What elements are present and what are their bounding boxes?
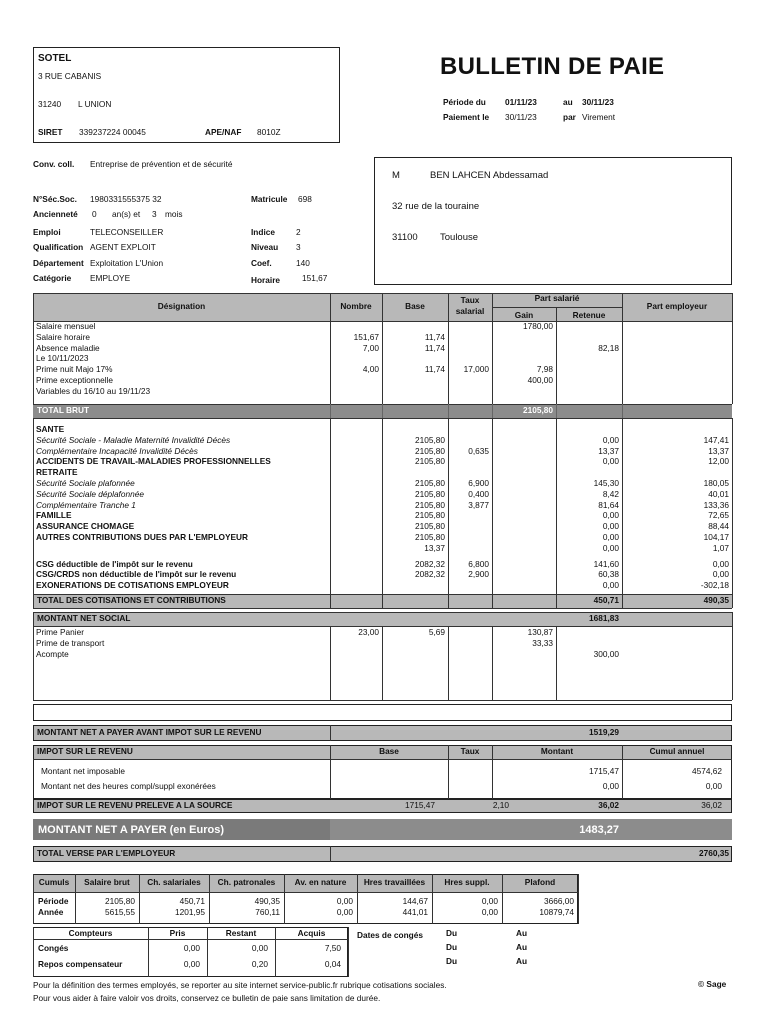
cumuls-cell: 450,71 (179, 896, 205, 906)
spacer-box (33, 704, 732, 721)
other-retenue: 300,00 (593, 648, 619, 659)
conv-label: Conv. coll. (33, 159, 75, 169)
salary-gain: 1780,00 (523, 321, 553, 331)
cotisation-retenue: 81,64 (598, 499, 619, 510)
payment-date: 30/11/23 (505, 112, 537, 122)
cotisation-base: 13,37 (424, 542, 445, 553)
cotisation-employeur: 72,65 (708, 510, 729, 521)
salary-designation: Le 10/11/2023 (36, 353, 89, 364)
total-verse-label: TOTAL VERSE PAR L'EMPLOYEUR (37, 848, 176, 858)
total-brut-gain: 2105,80 (523, 405, 553, 415)
impot-header-base: Base (379, 746, 399, 756)
column-rule (732, 418, 733, 594)
cotisation-employeur: 0,00 (712, 558, 729, 569)
column-rule (556, 594, 557, 608)
cotisation-employeur: 13,37 (708, 445, 729, 456)
cotisation-designation: Sécurité Sociale déplafonnée (36, 488, 144, 499)
niveau-value: 3 (296, 242, 301, 252)
impot-row1-label: Montant net imposable (41, 766, 125, 776)
footer-line-1: Pour la définition des termes employés, se reporter au site internet service-public.fr rubrique cotisations sociales. (33, 980, 447, 990)
header-retenue: Retenue (572, 310, 606, 320)
secu-label: N°Séc.Soc. (33, 194, 77, 204)
cotisation-employeur: 1,07 (712, 542, 729, 553)
impot-row1-montant: 1715,47 (589, 766, 619, 776)
column-rule (448, 418, 449, 594)
cotisation-designation: CSG déductible de l'impôt sur le revenu (36, 558, 193, 569)
anciennete-unit1: an(s) et (112, 209, 141, 219)
period-label: Période du (443, 97, 486, 107)
compteurs-row-label: Repos compensateur (38, 959, 123, 969)
cumuls-cell: 1201,95 (175, 907, 205, 917)
rule-line (33, 612, 732, 613)
impot-row1-cumul: 4574,62 (692, 766, 722, 776)
column-rule (448, 626, 449, 700)
net-a-payer-label: MONTANT NET A PAYER (en Euros) (38, 824, 224, 836)
recipient-box (374, 157, 732, 285)
cumuls-cell: 0,00 (336, 907, 353, 917)
salary-nombre: 151,67 (353, 331, 379, 342)
impot-label: IMPOT SUR LE REVENU (37, 746, 133, 756)
column-rule (732, 626, 733, 700)
rule-line (492, 307, 622, 308)
cotisation-base: 2105,80 (415, 445, 445, 456)
cotisation-designation: CSG/CRDS non déductible de l'impôt sur le revenu (36, 569, 237, 580)
net-social-value: 1681,83 (589, 613, 619, 623)
total-brut-label: TOTAL BRUT (37, 405, 90, 415)
compteurs-row-label: Congés (38, 943, 69, 953)
cotisation-base: 2105,80 (415, 456, 445, 467)
rule-line (33, 608, 732, 609)
compteurs-cell: 0,00 (183, 959, 200, 969)
cotisation-designation: Sécurité Sociale plafonnée (36, 478, 135, 488)
employer-name: SOTEL (38, 53, 72, 64)
other-gain: 33,33 (532, 637, 553, 648)
compteurs-cell: 0,20 (251, 959, 268, 969)
page-title: BULLETIN DE PAIE (440, 53, 665, 80)
cumuls-header-cell: Hres suppl. (444, 877, 490, 887)
column-rule (330, 418, 331, 594)
recipient-name: BEN LAHCEN Abdessamad (430, 170, 549, 181)
cumuls-cell: 760,11 (255, 907, 280, 917)
column-rule (330, 725, 331, 741)
cotisation-taux: 3,877 (468, 499, 489, 510)
column-rule (330, 626, 331, 700)
cotisation-designation: Complémentaire Incapacité Invalidité Décès (36, 445, 198, 456)
net-avant-impot-label: MONTANT NET A PAYER AVANT IMPOT SUR LE REVENU (37, 727, 262, 737)
header-nombre: Nombre (340, 301, 372, 311)
cotisation-base: 2105,80 (415, 488, 445, 499)
payment-by: Virement (582, 112, 616, 122)
qualif-label: Qualification (33, 242, 84, 252)
cumuls-header-cell: Cumuls (38, 877, 70, 887)
salary-designation: Salaire horaire (36, 331, 90, 342)
cumuls-row-label: Période (38, 896, 69, 906)
cumuls-cell: 3666,00 (544, 896, 574, 906)
cotisation-retenue: 0,00 (602, 521, 619, 532)
cotisation-retenue: 60,38 (598, 569, 619, 580)
other-base: 5,69 (428, 627, 445, 637)
rule-line (33, 700, 732, 701)
column-rule (330, 404, 331, 418)
period-from: 01/11/23 (505, 97, 537, 107)
column-rule (622, 418, 623, 594)
dept-value: Exploitation L'Union (90, 258, 164, 268)
column-rule (556, 307, 557, 404)
other-designation: Acompte (36, 648, 69, 659)
salary-designation: Absence maladie (36, 342, 100, 353)
sage-mark: © Sage (698, 979, 727, 989)
cumuls-cell: 0,00 (481, 907, 498, 917)
matricule-label: Matricule (251, 194, 288, 204)
cotisation-employeur: 40,01 (708, 488, 729, 499)
conges-au-3: Au (516, 956, 528, 966)
salary-nombre: 7,00 (362, 342, 379, 353)
cat-label: Catégorie (33, 273, 72, 283)
cat-value: EMPLOYE (90, 273, 131, 283)
cotisation-taux: 6,900 (468, 478, 489, 488)
conges-label: Dates de congés (357, 930, 423, 940)
cumuls-row-label: Année (38, 907, 64, 917)
cotisation-base: 2105,80 (415, 434, 445, 445)
header-base: Base (405, 301, 425, 311)
salary-gain: 7,98 (536, 364, 553, 375)
cotisation-retenue: 0,00 (602, 532, 619, 542)
pas-cumul: 36,02 (701, 800, 722, 810)
column-rule (732, 612, 733, 626)
period-to-label: au (563, 97, 573, 107)
employer-postcode: 31240 (38, 99, 62, 109)
cumuls-cell: 0,00 (336, 896, 353, 906)
cotisation-designation: EXONERATIONS DE COTISATIONS EMPLOYEUR (36, 580, 229, 591)
column-rule (382, 404, 383, 418)
cotisation-retenue: 0,00 (602, 434, 619, 445)
cotisation-employeur: 180,05 (703, 478, 729, 488)
total-cotis-label: TOTAL DES COTISATIONS ET CONTRIBUTIONS (37, 595, 226, 605)
cotisation-base: 2105,80 (415, 478, 445, 488)
cumuls-cell: 5615,55 (105, 907, 135, 917)
header-salarial: salarial (455, 306, 485, 316)
cumuls-cell: 441,01 (402, 907, 428, 917)
total-cotis-employeur: 490,35 (703, 595, 729, 605)
other-designation: Prime de transport (36, 637, 105, 648)
salary-designation: Salaire mensuel (36, 321, 96, 331)
salary-designation: Prime exceptionnelle (36, 375, 114, 385)
impot-row2-montant: 0,00 (602, 781, 619, 791)
qualif-value: AGENT EXPLOIT (90, 242, 156, 252)
net-a-payer-value: 1483,27 (579, 824, 619, 836)
compteurs-header-cell: Acquis (297, 928, 326, 938)
recipient-city: Toulouse (440, 232, 479, 243)
anciennete-months: 3 (152, 209, 157, 219)
indice-value: 2 (296, 227, 301, 237)
cumuls-cell: 490,35 (254, 896, 280, 906)
other-gain: 130,87 (527, 627, 553, 637)
pas-taux: 2,10 (492, 800, 509, 810)
header-part-salarie: Part salarié (534, 293, 580, 303)
conges-au-1: Au (516, 928, 528, 938)
cotisation-designation: Complémentaire Tranche 1 (36, 499, 136, 510)
cotisation-taux: 6,800 (468, 558, 489, 569)
impot-row2-label: Montant net des heures compl/suppl exonérées (41, 781, 216, 791)
other-nombre: 23,00 (358, 627, 379, 637)
column-rule (492, 594, 493, 608)
total-cotis-retenue: 450,71 (593, 595, 619, 605)
column-rule (556, 626, 557, 700)
coef-value: 140 (296, 258, 310, 268)
payment-label: Paiement le (443, 112, 490, 122)
cotisation-employeur: 88,44 (708, 521, 729, 532)
salary-gain: 400,00 (527, 375, 553, 385)
salary-base: 11,74 (424, 342, 445, 353)
column-rule (33, 626, 34, 700)
salary-base: 11,74 (424, 331, 445, 342)
conges-du-3: Du (446, 956, 458, 966)
cotisation-designation: FAMILLE (36, 510, 72, 521)
other-designation: Prime Panier (36, 627, 84, 637)
cumuls-header-cell: Ch. salariales (147, 877, 201, 887)
apenaf-label: APE/NAF (205, 127, 242, 137)
salary-retenue: 82,18 (598, 342, 619, 353)
pas-montant: 36,02 (598, 800, 619, 810)
compteurs-cell: 7,50 (324, 943, 341, 953)
pas-base: 1715,47 (405, 800, 435, 810)
cotisation-base: 2105,80 (415, 499, 445, 510)
compteurs-cell: 0,00 (183, 943, 200, 953)
column-rule (33, 612, 34, 626)
cotisation-retenue: 145,30 (593, 478, 619, 488)
cotisation-base: 2105,80 (415, 521, 445, 532)
column-rule (382, 626, 383, 700)
anciennete-unit2: mois (165, 209, 183, 219)
compteurs-header-cell: Compteurs (68, 928, 113, 938)
cotisation-employeur: 12,00 (708, 456, 729, 467)
compteurs-header-cell: Restant (225, 928, 257, 938)
impot-header-cumul: Cumul annuel (649, 746, 705, 756)
cumuls-header-cell: Salaire brut (84, 877, 130, 887)
cotisation-employeur: 133,36 (703, 499, 729, 510)
cotisation-taux: 0,400 (468, 488, 489, 499)
column-rule (448, 404, 449, 418)
coef-label: Coef. (251, 258, 272, 268)
cotisation-base: 2105,80 (415, 510, 445, 521)
cotisation-retenue: 141,60 (593, 558, 619, 569)
dept-label: Département (33, 258, 84, 268)
net-social-bg (33, 612, 732, 626)
apenaf-value: 8010Z (257, 127, 281, 137)
impot-header-montant: Montant (540, 746, 574, 756)
siret-value: 339237224 00045 (79, 127, 146, 137)
cotisation-retenue: 0,00 (602, 456, 619, 467)
cotisation-employeur: 0,00 (712, 569, 729, 580)
column-rule (556, 418, 557, 594)
salary-designation: Variables du 16/10 au 19/11/23 (36, 385, 151, 396)
column-rule (732, 293, 733, 404)
recipient-postcode: 31100 (392, 232, 418, 243)
compteurs-cell: 0,00 (251, 943, 268, 953)
cotisation-base: 2082,32 (415, 569, 445, 580)
salary-taux: 17,000 (463, 364, 489, 375)
rule-line (33, 939, 348, 940)
cotisation-employeur: -302,18 (700, 580, 729, 591)
conv-value: Entreprise de prévention et de sécurité (90, 159, 233, 169)
column-rule (578, 874, 579, 924)
column-rule (732, 594, 733, 608)
column-rule (330, 846, 331, 862)
salary-designation: Prime nuit Majo 17% (36, 364, 113, 375)
column-rule (33, 594, 34, 608)
emploi-label: Emploi (33, 227, 61, 237)
cotisation-retenue: 0,00 (602, 580, 619, 591)
cotisation-designation: AUTRES CONTRIBUTIONS DUES PAR L'EMPLOYEUR (36, 532, 249, 542)
emploi-value: TELECONSEILLER (90, 227, 164, 237)
cotisation-base: 2082,32 (415, 558, 445, 569)
cotisation-retenue: 0,00 (602, 510, 619, 521)
conges-du-1: Du (446, 928, 458, 938)
recipient-civ: M (392, 170, 400, 181)
anciennete-label: Ancienneté (33, 209, 78, 219)
matricule-value: 698 (298, 194, 312, 204)
conges-au-2: Au (516, 942, 528, 952)
cotisation-employeur: 147,41 (703, 434, 729, 445)
column-rule (556, 404, 557, 418)
cumuls-cell: 144,67 (402, 896, 428, 906)
column-rule (492, 418, 493, 594)
header-designation: Désignation (157, 301, 206, 311)
cumuls-header-cell: Hres travaillées (363, 877, 426, 887)
pas-label: IMPOT SUR LE REVENU PRELEVE A LA SOURCE (37, 800, 233, 810)
column-rule (33, 418, 34, 594)
cotisation-retenue: 13,37 (598, 445, 619, 456)
cotisation-designation: Sécurité Sociale - Maladie Maternité Invalidité Décès (36, 434, 231, 445)
header-part-employeur: Part employeur (646, 301, 708, 311)
employer-address: 3 RUE CABANIS (38, 71, 102, 81)
cumuls-header-cell: Av. en nature (294, 877, 347, 887)
salary-base: 11,74 (424, 364, 445, 375)
cumuls-header-cell: Ch. patronales (217, 877, 276, 887)
cumuls-cell: 0,00 (481, 896, 498, 906)
column-rule (492, 404, 493, 418)
cotisation-retenue: 8,42 (602, 488, 619, 499)
column-rule (622, 404, 623, 418)
cumuls-header-cell: Plafond (524, 877, 556, 887)
column-rule (622, 594, 623, 608)
payment-by-label: par (563, 112, 576, 122)
horaire-value: 151,67 (302, 273, 328, 283)
rule-line (33, 759, 732, 760)
anciennete-years: 0 (92, 209, 97, 219)
net-social-label: MONTANT NET SOCIAL (37, 613, 131, 623)
cotisation-designation: RETRAITE (36, 467, 78, 478)
column-rule (448, 594, 449, 608)
column-rule (382, 594, 383, 608)
column-rule (330, 594, 331, 608)
indice-label: Indice (251, 227, 275, 237)
niveau-label: Niveau (251, 242, 279, 252)
cotisation-designation: ASSURANCE CHOMAGE (36, 521, 135, 532)
column-rule (492, 626, 493, 700)
header-gain: Gain (514, 310, 534, 320)
column-rule (382, 418, 383, 594)
footer-line-2: Pour vous aider à faire valoir vos droits, conservez ce bulletin de paie sans limitation de durée. (33, 993, 381, 1003)
compteurs-header-cell: Pris (169, 928, 186, 938)
conges-du-2: Du (446, 942, 458, 952)
cotisation-taux: 2,900 (468, 569, 489, 580)
header-taux: Taux (460, 295, 480, 305)
cotisation-employeur: 104,17 (703, 532, 729, 542)
cumuls-cell: 10879,74 (539, 907, 574, 917)
horaire-label: Horaire (251, 275, 281, 285)
impot-row2-cumul: 0,00 (705, 781, 722, 791)
column-rule (492, 293, 493, 404)
period-to: 30/11/23 (582, 97, 614, 107)
cotisation-designation: SANTE (36, 424, 65, 434)
net-avant-impot-value: 1519,29 (589, 727, 619, 737)
employer-city: L UNION (78, 99, 112, 109)
cotisation-base: 2105,80 (415, 532, 445, 542)
total-verse-value: 2760,35 (699, 848, 729, 858)
cotisation-taux: 0,635 (468, 445, 489, 456)
column-rule (348, 927, 349, 977)
rule-line (33, 892, 578, 893)
siret-label: SIRET (38, 127, 63, 137)
compteurs-cell: 0,04 (324, 959, 341, 969)
recipient-street: 32 rue de la touraine (392, 201, 480, 212)
salary-nombre: 4,00 (362, 364, 379, 375)
cotisation-retenue: 0,00 (602, 542, 619, 553)
impot-header-taux: Taux (460, 746, 480, 756)
cumuls-cell: 2105,80 (105, 896, 135, 906)
cotisation-designation: ACCIDENTS DE TRAVAIL-MALADIES PROFESSIONNELLES (36, 456, 271, 467)
secu-value: 1980331555375 32 (90, 194, 162, 204)
